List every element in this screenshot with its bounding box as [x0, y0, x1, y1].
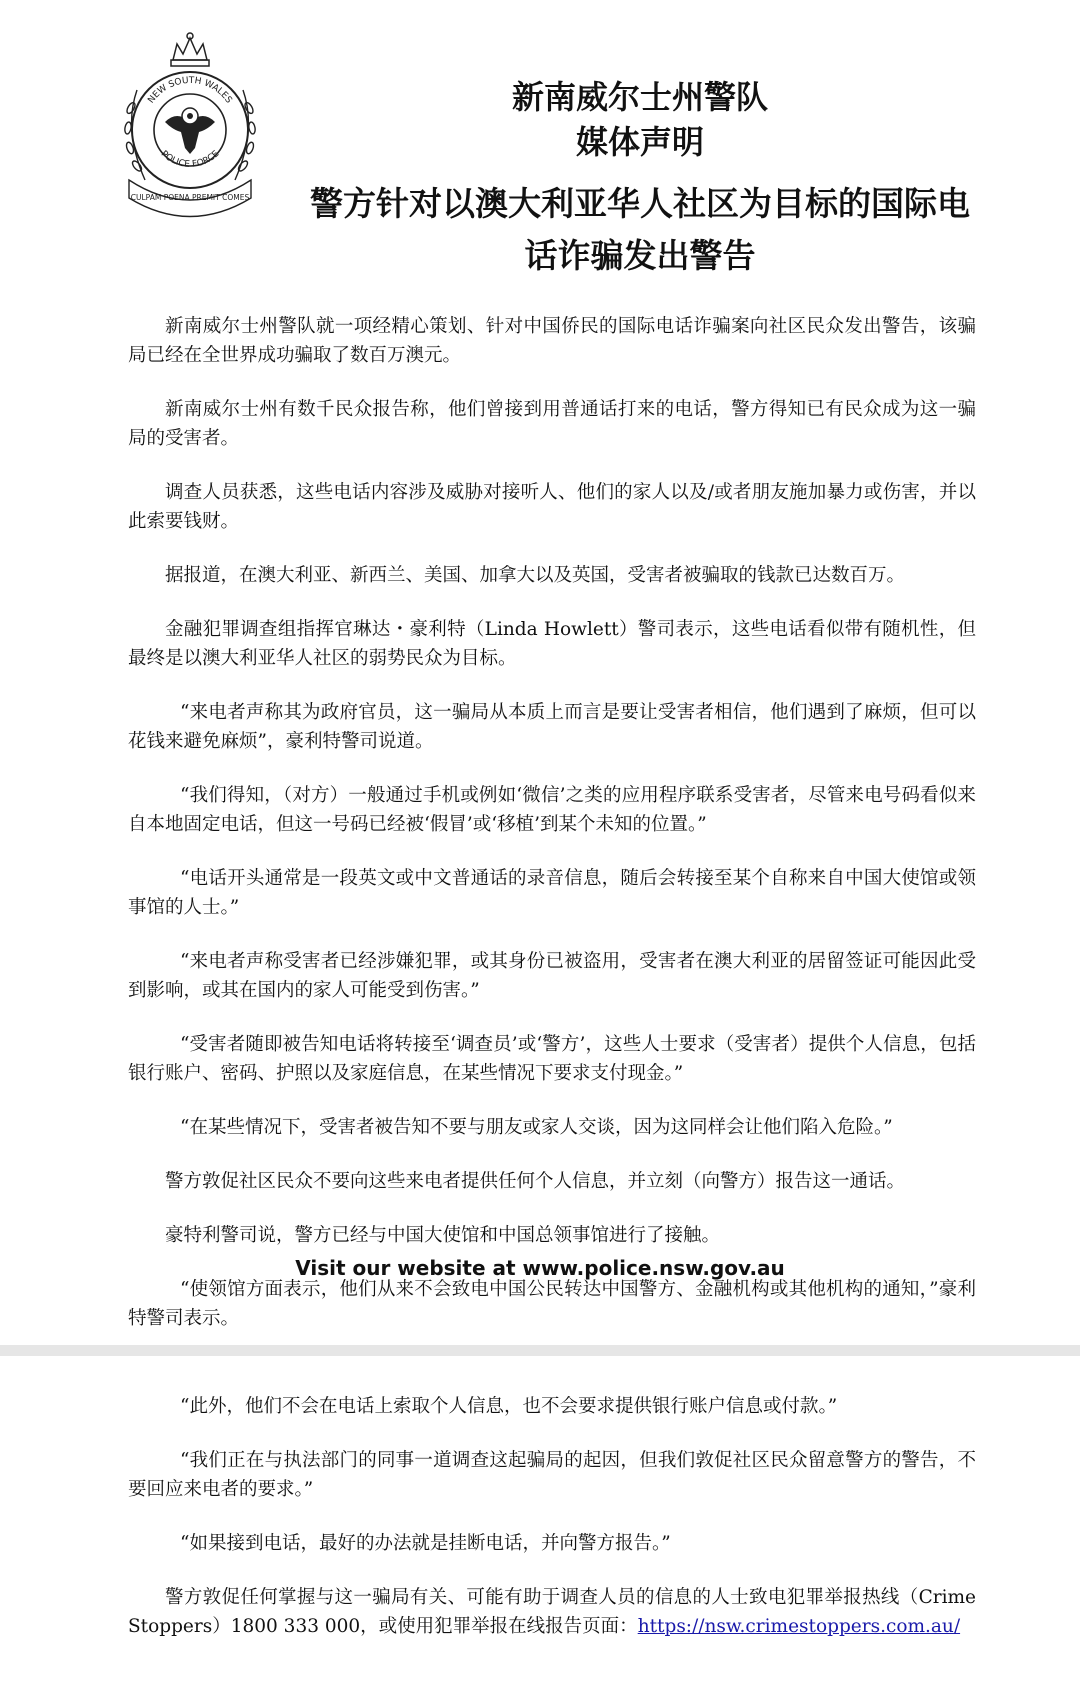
paragraph: 金融犯罪调查组指挥官琳达・豪利特（Linda Howlett）警司表示，这些电话看似带有随机性，但最终是以澳大利亚华人社区的弱势民众为目标。: [128, 619, 976, 669]
statement-body: [128, 312, 976, 1358]
motto-ribbon: [129, 180, 251, 217]
paragraph: 警方敦促社区民众不要向这些来电者提供任何个人信息，并立刻（向警方）报告这一通话。: [165, 1171, 906, 1192]
quote-paragraph: “我们得知，（对方）一般通过手机或例如‘微信’之类的应用程序联系受害者，尽管来电号码看似来自本地固定电话，但这一号码已经被‘假冒’或‘移植’到某个未知的位置。”: [128, 785, 976, 835]
org-name: 新南威尔士州警队: [511, 78, 768, 116]
page-divider: [0, 1345, 1080, 1356]
quote-paragraph: “受害者随即被告知电话将转接至‘调查员’或‘警方’，这些人士要求（受害者）提供个人信息，包括银行账户、密码、护照以及家庭信息，在某些情况下要求支付现金。”: [128, 1034, 976, 1084]
eagle-icon: [165, 108, 215, 154]
quote-paragraph: “此外，他们不会在电话上索取个人信息，也不会要求提供银行账户信息或付款。”: [180, 1396, 838, 1417]
final-text: 警方敦促任何掌握与这一骗局有关、可能有助于调查人员的信息的人士致电犯罪举报热线（Crime Stoppers）1800 333 000，或使用犯罪举报在线报告页面：: [128, 1587, 976, 1637]
paragraph: 新南威尔士州警队就一项经精心策划、针对中国侨民的国际电话诈骗案向社区民众发出警告，该骗局已经在全世界成功骗取了数百万澳元。: [128, 316, 976, 366]
quote-paragraph: “如果接到电话，最好的办法就是挂断电话，并向警方报告。”: [180, 1533, 671, 1554]
paragraph: 豪特利警司说，警方已经与中国大使馆和中国总领事馆进行了接触。: [165, 1225, 721, 1246]
seal-top-text: NEW SOUTH WALES: [146, 75, 234, 106]
crown-icon: [171, 33, 209, 66]
quote-paragraph: “电话开头通常是一段英文或中文普通话的录音信息，随后会转接至某个自称来自中国大使馆或领事馆的人士。”: [128, 868, 976, 918]
headline: 警方针对以澳大利亚华人社区为目标的国际电话诈骗发出警告: [310, 184, 970, 275]
quote-paragraph: “来电者声称其为政府官员，这一骗局从本质上而言是要让受害者相信，他们遇到了麻烦，但可以花钱来避免麻烦”，豪利特警司说道。: [128, 702, 976, 752]
quote-paragraph: “来电者声称受害者已经涉嫌犯罪，或其身份已被盗用，受害者在澳大利亚的居留签证可能因此受到影响，或其在国内的家人可能受到伤害。”: [128, 951, 976, 1001]
document-subtitle: 媒体声明: [575, 123, 704, 161]
seal-ribbon-text: CULPAM POENA PREMIT COMES: [130, 193, 250, 202]
paragraph: 据报道，在澳大利亚、新西兰、美国、加拿大以及英国，受害者被骗取的钱款已达数百万。: [165, 565, 906, 586]
seal-svg: [115, 30, 265, 220]
quote-paragraph: “我们正在与执法部门的同事一道调查这起骗局的起因，但我们敦促社区民众留意警方的警告，不要回应来电者的要求。”: [128, 1450, 976, 1500]
website-line: Visit our website at www.police.nsw.gov.au: [295, 1256, 785, 1280]
police-seal-logo: [115, 30, 265, 220]
quote-paragraph: “使领馆方面表示，他们从来不会致电中国公民转达中国警方、金融机构或其他机构的通知，”豪利特警司表示。: [128, 1279, 976, 1329]
paragraph: 调查人员获悉，这些电话内容涉及威胁对接听人、他们的家人以及/或者朋友施加暴力或伤害，并以此索要钱财。: [128, 482, 976, 532]
crimestoppers-link[interactable]: https://nsw.crimestoppers.com.au/: [637, 1616, 961, 1637]
statement-body-continued: [128, 1392, 976, 1666]
seal-bottom-text: POLICE FORCE: [158, 149, 222, 170]
final-paragraph: [128, 1583, 976, 1641]
paragraph: 新南威尔士州有数千民众报告称，他们曾接到用普通话打来的电话，警方得知已有民众成为这一骗局的受害者。: [128, 399, 976, 449]
quote-paragraph: “在某些情况下，受害者被告知不要与朋友或家人交谈，因为这同样会让他们陷入危险。”: [180, 1117, 893, 1138]
